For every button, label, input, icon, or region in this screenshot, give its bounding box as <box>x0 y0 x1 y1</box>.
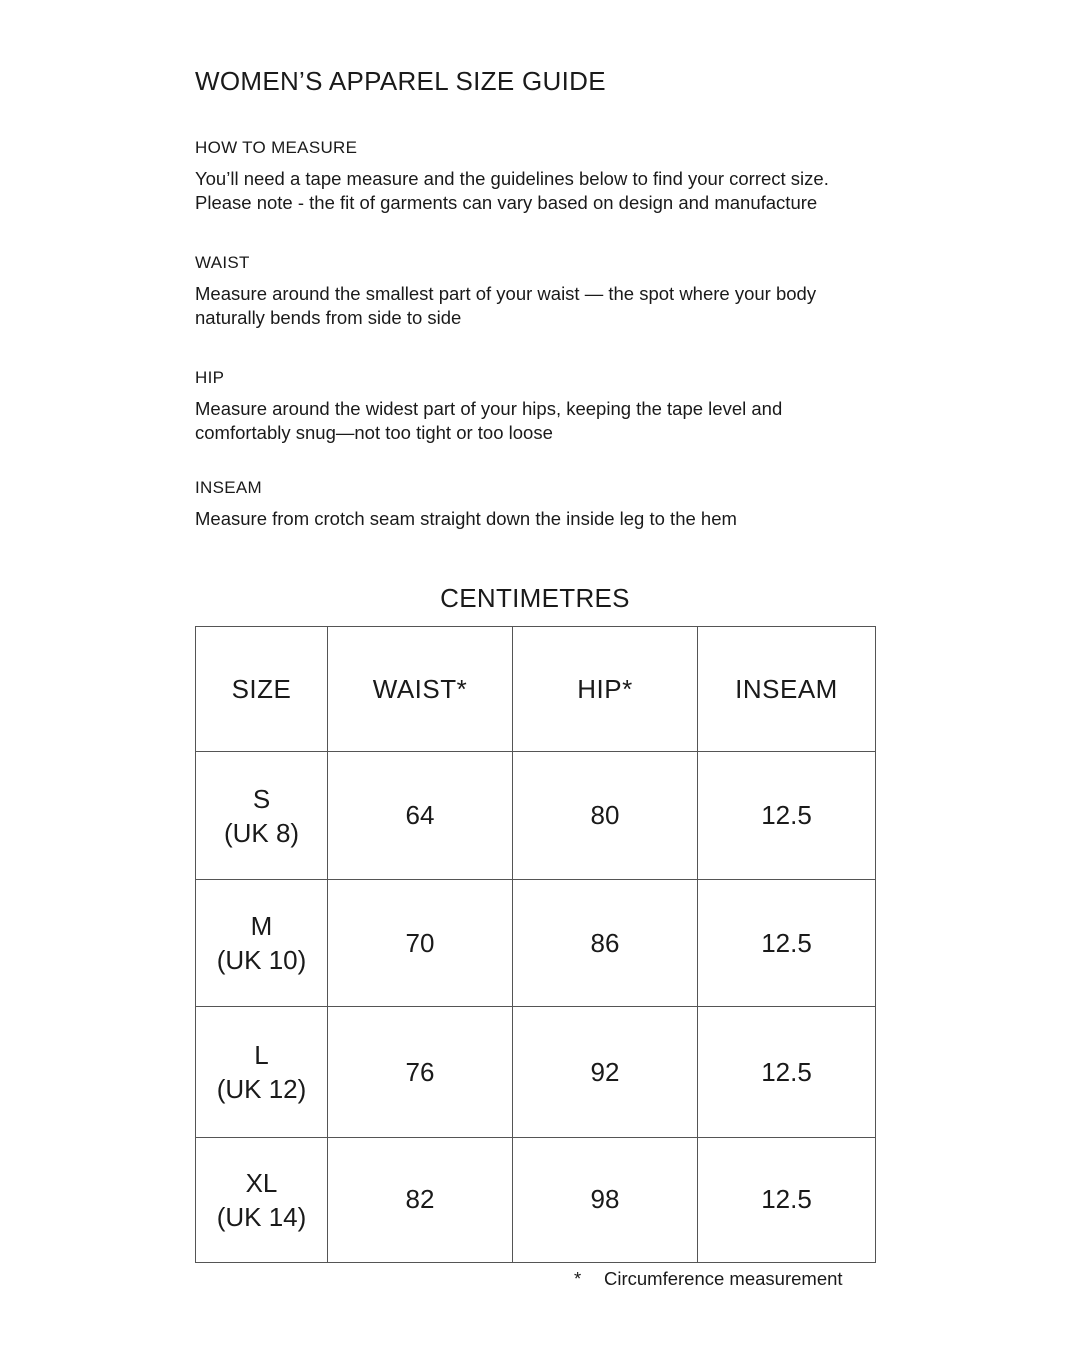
section-body <box>195 282 915 330</box>
header-size: SIZE <box>196 627 328 752</box>
body-line: Please note - the fit of garments can vary based on design and manufacture <box>195 192 818 213</box>
section-heading: HIP <box>195 368 225 387</box>
table-header-row <box>196 627 876 752</box>
size-cell <box>196 1007 328 1137</box>
body-line: naturally bends from side to side <box>195 307 462 328</box>
section-heading: WAIST <box>195 253 250 272</box>
size-uk: (UK 12) <box>216 1074 307 1105</box>
waist-cell: 70 <box>328 880 513 1007</box>
hip-cell: 92 <box>513 1007 698 1137</box>
table-row <box>196 1007 876 1137</box>
header-inseam: INSEAM <box>698 627 876 752</box>
section-how-to-measure <box>195 138 915 215</box>
inseam-cell: 12.5 <box>698 880 876 1007</box>
body-line: Measure from crotch seam straight down the inside leg to the hem <box>195 508 737 529</box>
body-line: Measure around the smallest part of your waist — the spot where your body <box>195 283 817 304</box>
table-row <box>196 1137 876 1262</box>
section-body <box>195 507 915 531</box>
footnote <box>574 1268 843 1290</box>
section-hip <box>195 368 915 445</box>
inseam-cell: 12.5 <box>698 1007 876 1137</box>
inseam-cell: 12.5 <box>698 1137 876 1262</box>
body-line: You’ll need a tape measure and the guidelines below to find your correct size. <box>195 168 829 189</box>
waist-cell: 64 <box>328 752 513 880</box>
table-row <box>196 752 876 880</box>
body-line: comfortably snug—not too tight or too loose <box>195 422 553 443</box>
size-code: L <box>254 1040 269 1071</box>
section-heading: HOW TO MEASURE <box>195 138 358 157</box>
waist-cell: 76 <box>328 1007 513 1137</box>
inseam-cell: 12.5 <box>698 752 876 880</box>
size-uk: (UK 8) <box>223 817 300 848</box>
footnote-text: Circumference measurement <box>604 1268 843 1289</box>
table-row <box>196 880 876 1007</box>
table-unit-title: CENTIMETRES <box>440 583 630 613</box>
page-title: WOMEN’S APPAREL SIZE GUIDE <box>195 66 606 96</box>
body-line: Measure around the widest part of your hips, keeping the tape level and <box>195 398 783 419</box>
size-code: M <box>250 911 273 942</box>
section-body <box>195 167 915 215</box>
section-body <box>195 397 915 445</box>
header-waist: WAIST* <box>328 627 513 752</box>
section-inseam <box>195 478 915 531</box>
hip-cell: 80 <box>513 752 698 880</box>
size-cell <box>196 752 328 880</box>
size-table <box>195 626 876 1263</box>
size-uk: (UK 10) <box>216 945 307 976</box>
hip-cell: 86 <box>513 880 698 1007</box>
section-waist <box>195 253 915 330</box>
waist-cell: 82 <box>328 1137 513 1262</box>
size-cell <box>196 1137 328 1262</box>
size-uk: (UK 14) <box>216 1201 307 1232</box>
hip-cell: 98 <box>513 1137 698 1262</box>
size-code: S <box>252 783 271 814</box>
size-code: XL <box>245 1167 278 1198</box>
header-hip: HIP* <box>513 627 698 752</box>
footnote-marker: * <box>574 1268 582 1289</box>
section-heading: INSEAM <box>195 478 262 497</box>
size-cell <box>196 880 328 1007</box>
